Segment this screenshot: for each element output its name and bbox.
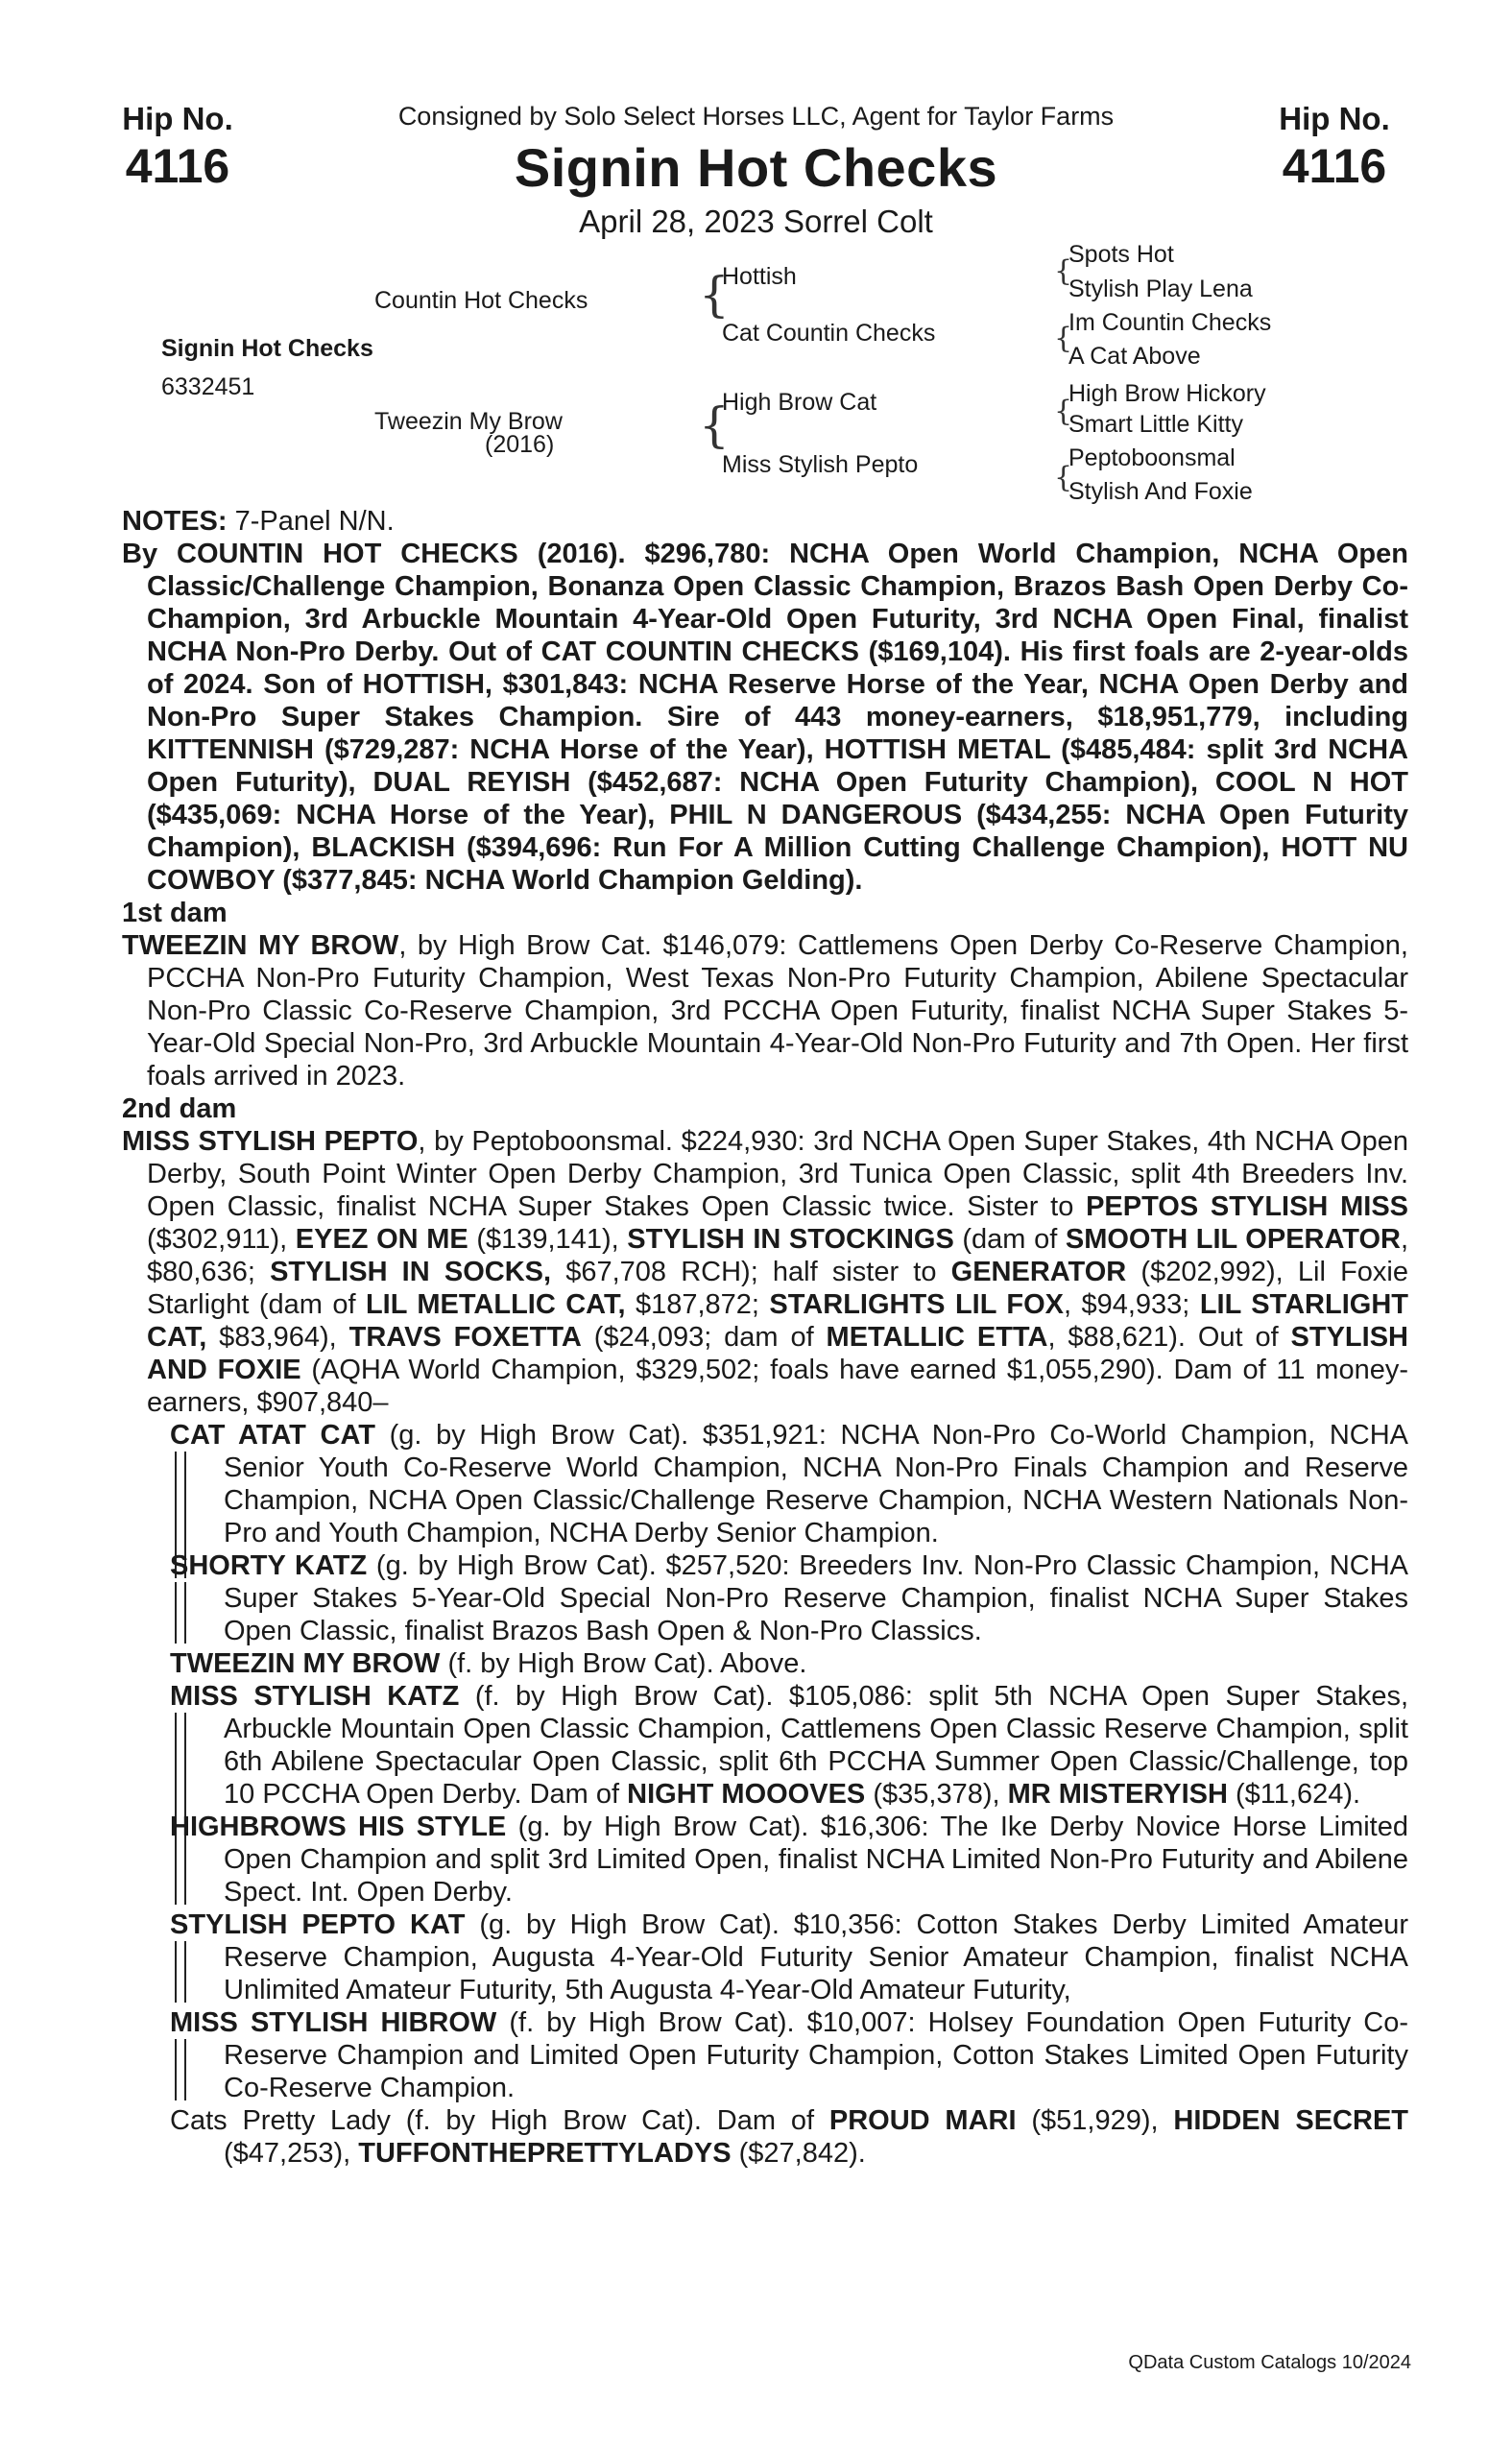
produce-text: (f. by High Brow Cat). $10,007: Holsey Foundation Open Futurity Co-Reserve Champion and Limited Open Futurity Champion, Cotton Stakes Limited Open Futurity Co-Reserve Champion. (224, 2007, 1408, 2103)
hip-number-left: 4116 (125, 139, 230, 193)
first-dam-name: TWEEZIN MY BROW (122, 930, 399, 961)
pedigree-g7: Peptoboonsmal (1068, 444, 1236, 471)
produce-text: (f. by High Brow Cat). $105,086: split 5th NCHA Open Super Stakes, Arbuckle Mountain Open Classic Champion, Cattlemens Open Classic Reserve Champion, split 6th Abilene Spectacular Open Classic, split 6th PCCHA Summer Open Classic/Challenge, top 10 PCCHA Open Derby. Dam of (224, 1681, 1409, 1810)
consignor-line: Consigned by Solo Select Horses LLC, Agent for Taylor Farms (397, 102, 1115, 131)
produce-offspring: MR MISTERYISH (1007, 1779, 1228, 1810)
pedigree-brace: { (1054, 395, 1073, 428)
produce-entry (170, 1419, 1408, 1549)
produce-entry (170, 2104, 1408, 2170)
second-dam-heading: 2nd dam (122, 1093, 237, 1124)
pedigree-brace: { (1054, 254, 1073, 288)
text: , $94,933; (1063, 1289, 1200, 1320)
pedigree-dam: Tweezin My Brow (374, 408, 563, 435)
produce-offspring: PROUD MARI (828, 2105, 1017, 2136)
produce-text: (g. by High Brow Cat). $351,921: NCHA Non-Pro Co-World Champion, NCHA Senior Youth Co-Reserve World Champion, NCHA Non-Pro Finals Champion and Reserve Champion, NCHA Open Classic/Challenge Reserve Champion, NCHA Western Nationals Non-Pro and Youth Champion, NCHA Derby Senior Champion. (224, 1420, 1408, 1548)
produce-name: CAT ATAT CAT (170, 1420, 375, 1451)
text: ($202,992), Lil Foxie Starlight (dam of (147, 1257, 1408, 1320)
produce-name: TWEEZIN MY BROW (170, 1648, 441, 1679)
produce-offspring: TUFFONTHEPRETTYLADYS (358, 2138, 732, 2169)
notes-label: NOTES: (122, 506, 228, 537)
text: $83,964), (206, 1322, 349, 1353)
first-dam-paragraph (122, 929, 1408, 1092)
produce-entry (170, 2006, 1408, 2104)
produce-entry (170, 1811, 1408, 1908)
produce-name: MISS STYLISH KATZ (170, 1681, 460, 1712)
footer-credit: QData Custom Catalogs 10/2024 (1128, 2352, 1411, 2373)
pedigree-g1: Spots Hot (1068, 241, 1174, 268)
hip-number-right: 4116 (1282, 139, 1387, 193)
catalog-body (122, 505, 1408, 2170)
produce-text: ($47,253), (224, 2138, 359, 2169)
pedigree-g5: High Brow Hickory (1068, 380, 1266, 407)
pedigree-sire: Countin Hot Checks (374, 287, 588, 314)
foal-info: April 28, 2023 Sorrel Colt (579, 204, 933, 239)
relative-name: STYLISH IN SOCKS, (270, 1257, 552, 1287)
pedigree-g8: Stylish And Foxie (1068, 478, 1253, 505)
relative-name: STYLISH AND FOXIE (147, 1322, 1408, 1385)
pedigree-dam-sire: High Brow Cat (722, 389, 877, 416)
horse-name-title: Signin Hot Checks (514, 137, 998, 198)
sibling-name: STYLISH IN STOCKINGS (627, 1224, 954, 1255)
relative-name: TRAVS FOXETTA (348, 1322, 582, 1353)
text: ($24,093; dam of (581, 1322, 827, 1353)
pedigree-sire-dam: Cat Countin Checks (722, 320, 936, 347)
second-dam-paragraph (122, 1125, 1408, 1419)
text: $67,708 RCH); half sister to (551, 1257, 951, 1287)
produce-text: (g. by High Brow Cat). $10,356: Cotton Stakes Derby Limited Amateur Reserve Champion, Augusta 4-Year-Old Futurity Senior Amateur Champion, finalist NCHA Unlimited Amateur Futurity, 5th Augusta 4-Year-Old Amateur Futurity, (224, 1909, 1409, 2005)
text: , $88,621). Out of (1047, 1322, 1291, 1353)
relative-name: SMOOTH LIL OPERATOR (1065, 1224, 1401, 1255)
pedigree-sire-sire: Hottish (722, 263, 797, 290)
text: , $80,636; (147, 1224, 1409, 1287)
pedigree-brace: { (1054, 461, 1073, 494)
sibling-name: PEPTOS STYLISH MISS (1086, 1191, 1408, 1222)
produce-name: Cats Pretty Lady (170, 2105, 391, 2136)
produce-entry (170, 1647, 1408, 1680)
produce-text: (g. by High Brow Cat). $257,520: Breeders Inv. Non-Pro Classic Champion, NCHA Super Stakes 5-Year-Old Special Non-Pro Reserve Champion, finalist NCHA Super Stakes Open Classic, finalist Brazos Bash Open & Non-Pro Classics. (224, 1550, 1408, 1646)
produce-offspring: HIDDEN SECRET (1173, 2105, 1408, 2136)
notes-line (122, 505, 1408, 538)
produce-text: (f. by High Brow Cat). Dam of (390, 2105, 829, 2136)
produce-text: ($27,842). (731, 2138, 866, 2169)
text: , by Peptoboonsmal. $224,930: 3rd NCHA Open Super Stakes, 4th NCHA Open Derby, South Point Winter Open Derby Champion, 3rd Tunica Open Classic, split 4th Breeders Inv. Open Classic, finalist NCHA Super Stakes Open Classic twice. Sister to (147, 1126, 1408, 1222)
relative-name: STARLIGHTS LIL FOX (769, 1289, 1064, 1320)
produce-name: HIGHBROWS HIS STYLE (170, 1812, 507, 1842)
first-dam-heading: 1st dam (122, 898, 228, 928)
produce-entry (170, 1549, 1408, 1647)
produce-text: ($35,378), (865, 1779, 1008, 1810)
pedigree-dam-dam: Miss Stylish Pepto (722, 451, 919, 478)
relative-name: METALLIC ETTA (826, 1322, 1048, 1353)
sibling-name: EYEZ ON ME (295, 1224, 468, 1255)
first-dam-text: , by High Brow Cat. $146,079: Cattlemens Open Derby Co-Reserve Champion, PCCHA Non-Pro Futurity Champion, West Texas Non-Pro Futurity Champion, Abilene Spectacular Non-Pro Classic Co-Reserve Champion, 3rd PCCHA Open Futurity, finalist NCHA Super Stakes 5-Year-Old Special Non-Pro, 3rd Arbuckle Mountain 4-Year-Old Non-Pro Futurity and 7th Open. Her first foals arrived in 2023. (147, 930, 1408, 1092)
produce-name: MISS STYLISH HIBROW (170, 2007, 497, 2038)
pedigree-reg-number: 6332451 (161, 373, 255, 400)
pedigree-dam-year: (2016) (485, 431, 555, 458)
pedigree-brace: { (1054, 322, 1073, 355)
text: $187,872; (625, 1289, 770, 1320)
sire-paragraph: By COUNTIN HOT CHECKS (2016). $296,780: NCHA Open World Champion, NCHA Open Classic/Challenge Champion, Bonanza Open Classic Champion, Brazos Bash Open Derby Co-Champion, 3rd Arbuckle Mountain 4-Year-Old Open Futurity, 3rd NCHA Open Final, finalist NCHA Non-Pro Derby. Out of CAT COUNTIN CHECKS ($169,104). His first foals are 2-year-olds of 2024. Son of HOTTISH, $301,843: NCHA Reserve Horse of the Year, NCHA Open Derby and Non-Pro Super Stakes Champion. Sire of 443 money-earners, $18,951,779, including KITTENNISH ($729,287: NCHA Horse of the Year), HOTTISH METAL ($485,484: split 3rd NCHA Open Futurity), DUAL REYISH ($452,687: NCHA Open Futurity Champion), COOL N HOT ($435,069: NCHA Horse of the Year), PHIL N DANGEROUS ($434,255: NCHA Open Futurity Champion), BLACKISH ($394,696: Run For A Million Cutting Challenge Champion), HOTT NU COWBOY ($377,845: NCHA World Champion Gelding). (122, 539, 1408, 896)
produce-text: (f. by High Brow Cat). Above. (440, 1648, 807, 1679)
produce-text: ($51,929), (1016, 2105, 1174, 2136)
relative-name: LIL METALLIC CAT, (365, 1289, 626, 1320)
text: (AQHA World Champion, $329,502; foals have earned $1,055,290). Dam of 11 money-earners, $907,840– (147, 1355, 1408, 1418)
text: (dam of (953, 1224, 1066, 1255)
pedigree-g4: A Cat Above (1068, 343, 1201, 370)
notes-text: 7-Panel N/N. (227, 506, 395, 537)
pedigree-subject: Signin Hot Checks (161, 335, 373, 362)
produce-entry (170, 1908, 1408, 2006)
relative-name: LIL STARLIGHT CAT, (147, 1289, 1408, 1353)
hip-label-left: Hip No. (122, 101, 233, 136)
text: ($139,141), (468, 1224, 628, 1255)
pedigree-brace: { (699, 267, 730, 323)
pedigree-brace: { (699, 397, 730, 453)
hip-label-right: Hip No. (1279, 101, 1390, 136)
pedigree-g6: Smart Little Kitty (1068, 411, 1243, 438)
produce-text: ($11,624). (1227, 1779, 1361, 1810)
produce-text: (g. by High Brow Cat). $16,306: The Ike Derby Novice Horse Limited Open Champion and split 3rd Limited Open, finalist NCHA Limited Non-Pro Futurity and Abilene Spect. Int. Open Derby. (224, 1812, 1408, 1908)
pedigree-g3: Im Countin Checks (1068, 309, 1272, 336)
produce-name: SHORTY KATZ (170, 1550, 368, 1581)
second-dam-name: MISS STYLISH PEPTO (122, 1126, 419, 1157)
produce-entry (170, 1680, 1408, 1811)
relative-name: GENERATOR (950, 1257, 1127, 1287)
produce-name: STYLISH PEPTO KAT (170, 1909, 466, 1940)
text: ($302,911), (147, 1224, 296, 1255)
pedigree-g2: Stylish Play Lena (1068, 276, 1253, 302)
produce-offspring: NIGHT MOOOVES (627, 1779, 866, 1810)
